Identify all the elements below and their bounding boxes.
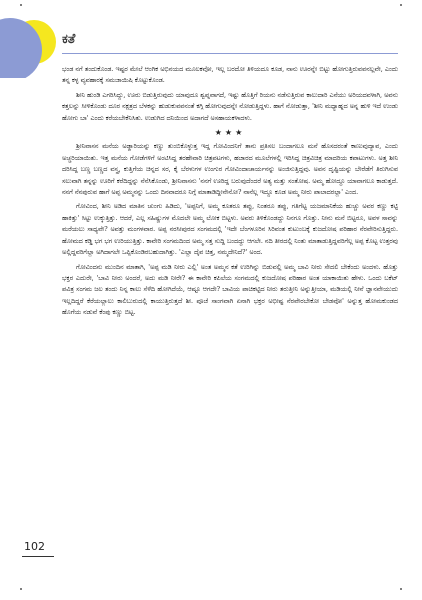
paragraph: ಶ್ರೀನಿವಾಸನ ಮನೆಯ ಅಡ್ಡಾರಿಯನ್ನು ಕಣ್ಣು ತುಂಬಿಕೊಳ್ಳುತ್ತ ಇದ್ದ ಗೋವಿಂದನಿಗೆ ತಾನು ಪ್ರತಿಸಲ ಬಂದಾಗಲೂ ಮನೆ ಹೊಸದರಂತೆ ಕಾಣುವುದ್ಯಾವ, ಎಂದು ಅಚ್ಚರಿಯಾಯಿತು. ಇತ್ತ ಮನೆಯ ಗೋಡೆಗಳಿಗೆ ಅಂಟಿಸಿದ್ದ ತರಹೇವಾರಿ ಚಿತ್ರಪಟಗಳು, ಹಜಾರದ ಮೂಲೆಗಳಲ್ಲಿ ಇರಿಸಿದ್ದ ಚಿತ್ರವಿಚಿತ್ರ ಮಾದರಿಯ ಕಪಾಟುಗಳು. ಅತ್ತ ಶೀನಿ ದರಿಸಿದ್ದ ಬಣ್ಣ ಬಣ್ಣದ ವಸ್ತ್ರ, ಕುತ್ತಿಗೆಯ ಚಿನ್ನದ ಸರ, ಕೈ ಬೆರಳುಗಳ ಉಂಗುರ ಗೋವಿಂದಾಚಾರ್ಯನನ್ನು ಅಂಜಿಸುತ್ತಿದ್ದವು. ಅವನ ದೃಷ್ಟಿಯನ್ನು ಬೇರೆಡೆಗೆ ತಿರುಗಿಸುವ ಸಲುವಾಗಿ ತನ್ನನ್ನು ಊರಿಗೆ ಕರೆದಿದ್ದನ್ನು ನೆನೆಸಿಕೊಂಡು, ಶ್ರೀನಿವಾಸನು 'ನನಗೆ ಊರಿದ್ದ ಬರುವುದೆಂದರೆ ಅತ್ಯ ಮತ್ತು ಸಂತೋಷ. ಅಮ್ಮ ಹೋದ್ದೂ ಯಾವಾಗಲೂ ಕಾಡುತ್ತದೆ. ನನಗೆ ನೆನಪುರುವ ಹಾಗೆ ಅಪ್ಪ ಅಮ್ಮನನ್ನು ಒಂದು ದಿನವಾದರೂ ನಿಗ್ಗೆ ಮಾತಾಡಿದ್ದೀನೇನೋ? ನಾನೆಲ್ಲ ಇದ್ದೂ ಕೂಡ ಅಮ್ಮ ನೀರು ಪಾಲಾದರಲ್ಲಾ' ಎಂದ. [62,142,398,197]
crop-mark [400,4,402,6]
paragraph: ಶೀನಿ ಹುಂಡಿ ಎಗರಿಸಿದ್ದು, ಊರು ಬಿಡುತ್ತಿರುವುದು ಯಾವುದೂ ಶ್ವಪ್ನವಾಗದೆ, ಇಷ್ಟು ಹೊತ್ತಿಗೆ ರಿಯನು ನಡೆಸುತ್ತಿರುವ ಕಾಲುದಾರಿ ಎನೆಯು ಅರಿಯದವಳಾಗಿ, ಅವನು ಕತ್ತಲನ್ನು ಸೀಳಿಕೊಂಡು ದೂರ ನಕ್ಷತ್ರದ ಬೆಳಕನ್ನು ಹುಡುಕುವವನಂತೆ ಕಗ್ಗಿ ಹೋಗುವುದನ್ನೇ ನೋಡುತ್ತಿದ್ದಳು. ಹಾಗೆ ನೋಡುತ್ತಾ, 'ಶೀನಿ ಮಧ್ಯಾಹ್ನದ ಅನ್ನ ಹುಳಿ ಇದೆ ಉಂಡು ಹೋಗು ಬಾ' ಎಂದು ಕರೆಯಬೇಕೆನಿಸಿತು. ಉಡುಗಿದ ದನಿಯಿಂದ ಅದಾಗದೆ ಅಸಹಾಯಕಳಾದಳು. [62,90,398,122]
page-number-rule [22,556,54,557]
page-body [62,64,398,322]
section-divider: ★★★ [214,128,246,138]
page-number: 102 [24,540,45,553]
paragraph: ಭಂಡ ನಗೆ ತಂದುಕೊಂಡ. ಇಷ್ಟರ ಮೇಲೆ ಆಂಗಿಕ ಅಭಿನಯದ ಮೂಲಕವೋ, ಇಲ್ಲ ಬರದೋ ತಿಳಿಯದೂ ಕೂಡ, ನಾನು ಊರನ್ನೇ ಬಿಟ್ಟು ಹೋಗುತ್ತಿರುವವನಲ್ಲವೇ, ಎಂದು ತನ್ನ ಕಳ್ಳ ವ್ಯವಹಾರಕ್ಕೆ ಸಮಜಾಯಿಷಿ ಕೊಟ್ಟುಕೊಂಡ. [62,65,398,85]
crop-mark [400,588,402,590]
header-rule [62,53,398,54]
paragraph: ಗೋವಿಂದನು ಮುಂದಿನ ಮಾತಾಗಿ, 'ಅಪ್ಪ ಮಡಿ ನೀರು ಎಲ್ಲಿ' ಅಂತ ಅಮ್ಮನ ಕತೆ ಉರಿಗಿನ್ನು ಬಿಡುವಲ್ಲಿ ಅಮ್ಮ ಬಾವಿ ನೀರು ಸೇದಲಿ ಬೇಕೆಂದು ಅಂದಳು. ಹೊತ್ತು ಭಕ್ತರ ಎದುರೇ, 'ಬಾವಿ ನೀರು ಅಂದರೆ, ಅದು ಮಡಿ ನೀರೇ? ಈ ಕಾವೇರಿ ಕಪಿಲೆಯ ಸಂಗಮದಲ್ಲಿ ಕುಜದೋಷ ಪರಿಹಾರ ಅಂತ ಯಾಕಾಯಿತು ಹೇಳು. ಒಂದು ಬಕೆಟ್ ಪವಿತ್ರ ಸಂಗಮ ಜಲ ತಂದು ನಿನ್ನ ಕಾಲು ಸೆಳೆದಿ ಹೋಗಿದೆಯೆ, ಆಷ್ಟೂ ಆಗದೇ? ಬಾವಿಯ ಪಾಚಿಕಟ್ಟಿದ ನೀರು ತರುತ್ತೀನಿ ಅನ್ನುತ್ತೀಯಾ, ಮಡಿಯಲ್ಲಿ ನೀನೆ ಜ್ಞಾನವೇಯುದು ಇಲ್ಲದಿದ್ದರೆ ಕೆರೆಯಲ್ಲಾಲು ಕಾಲಿಬುರುದಲ್ಲಿ ಕಾಯುತ್ತಿರುತ್ತದೆ ಶೀ. ಪೂಜೆ ಸಾಂಗವಾಗಿ ಏನಾಗಿ ಭಕ್ತರ ಅಭೀಷ್ಟ ನೆರವೇರಬೇಕೋ ಬೇಡವೋ' ಅನ್ನುತ್ತ ಹೋಮಕುಂಡದ ಹೊಗೆಯ ನಡುವೆ ಕೆಂಪು ಕಣ್ಣು ಬಿಟ್ಟ. [62,262,398,317]
crop-mark [20,588,22,590]
crop-mark [20,4,22,6]
corner-decoration [0,18,60,78]
page-header [62,32,398,54]
paragraph: ಗೋವಿಂದ, ಶೀನಿ ಅಡಿದ ಮಾತಿನ ಚುಂಗು ಹಿಡಿದು, 'ಅಪ್ಪನಿಗೆ, ಅಮ್ಮ ಕೂತರೂ ತಪ್ಪು, ನಿಂತರೂ ತಪ್ಪು, ಗತಿಗೆಟ್ಟ ಯಜಮಾನಿಕೆಯ ಹುಚ್ಚು ಅವರ ಕಣ್ಣು ಕಟ್ಟಿ ಹಾಕಿತ್ತು' ಸಿಟ್ಟು ಉಕ್ಕುತ್ತಿತ್ತು. ಆದರೆ, ಎಲ್ಲ ಸಹಿಷ್ಣುಗಳ ಮೊದಲೇ ಅಮ್ಮ ಲೋಕ ಬಿಟ್ಟಳು. ಅವರು ತಿಳಿಕೊಂಡದ್ದು ನಿನಗೂ ಗೊತ್ತು. ನೀನು ಮನೆ ಬಿಟ್ಟರೂ, ಅವಳ ಸಾವನ್ನು ಮರೆಯಲು ಸಾಧ್ಯವೇ? ಅವತ್ತು ಮಂಗಳವಾರ. ಅಪ್ಪ ನರಸೀಪುರದ ಸಂಗಮದಲ್ಲಿ 'ಇದೇ ಬೆಂಗಳೂರಿನ ಸಿರಿವಂತ ಕುಟುಂಬಕ್ಕೆ ಕುಜದೋಷ ಪರಿಹಾರ ನೆರವೇರಿಸುತ್ತಿದ್ದರು. ಹೋಮದ ಕಡ್ಡಿ ಭಗ ಭಗ ಉರಿಯುತ್ತಿತ್ತು. ಕಾವೇರಿ ಸಂಗಮದಿಂದ ಅಮ್ಮ ಸತ್ತ ಸುದ್ದಿ ಬಂದದ್ದು ಆಗಲೇ. ನದಿ ತೀರದಲ್ಲಿ ನಿಂತು ಮಾತಾಡುತ್ತಿದ್ದವರಿಗೆಲ್ಲ ಅಪ್ಪ ಕೊಟ್ಟ ಉತ್ತರವು ಅಲ್ಲಿದ್ದವರಿಗೆಲ್ಲಾ ಅಗಿದಾಗಲೇ ಒಪ್ಪಿಕೊಂಡಿರಬಹುದಾಗಿತ್ತು. 'ಎಲ್ಲಾ ದೈವ ಚಿತ್ತ, ನಮ್ಮದೇನಿದೆ?' ಅಂದ. [62,202,398,257]
section-title: ಕತೆ [62,32,76,47]
